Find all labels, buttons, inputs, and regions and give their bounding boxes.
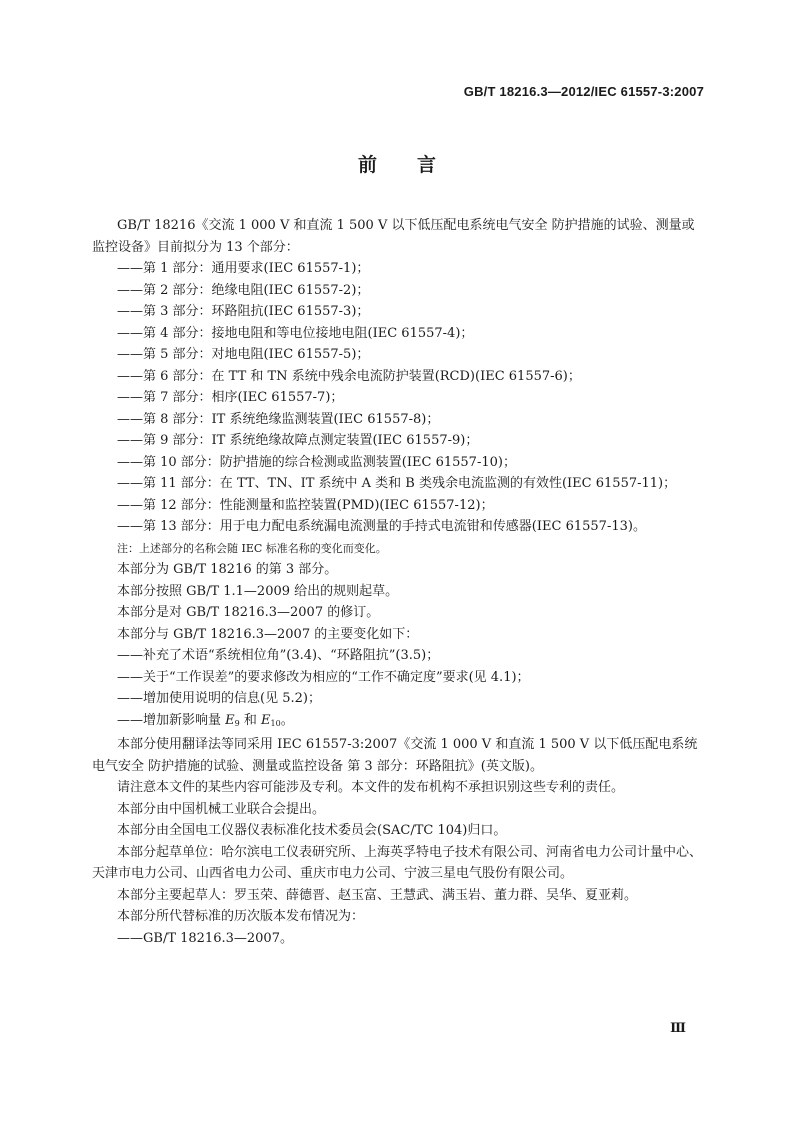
list-item: ——第 11 部分：在 TT、TN、IT 系统中 A 类和 B 类残余电流监测的有效性(IEC 61557-11)； bbox=[117, 476, 677, 491]
list-item: ——第 2 部分：绝缘电阻(IEC 61557-2)； bbox=[117, 282, 370, 298]
list-item: ——第 5 部分：对地电阻(IEC 61557-5)； bbox=[117, 347, 370, 362]
list-item: ——增加新影响量 $E_9$ 和 $E_{10}$。 bbox=[117, 712, 294, 728]
patent-notice: 请注意本文件的某些内容可能涉及专利。本文件的发布机构不承担识别这些专利的责任。 bbox=[117, 780, 625, 795]
revision-statement: 本部分是对 GB/T 18216.3—2007 的修订。 bbox=[117, 605, 380, 620]
list-item: ——第 9 部分：IT 系统绝缘故障点测定装置(IEC 61557-9)； bbox=[117, 433, 479, 448]
intro-paragraph: GB/T 18216《交流 1 000 V 和直流 1 500 V 以下低压配电系统电气安全 防护措施的试验、测量或监控设备》目前拟分为 13 个部分： bbox=[92, 218, 695, 255]
history-intro: 本部分所代替标准的历次版本发布情况为： bbox=[117, 909, 365, 924]
drafting-units: 本部分起草单位：哈尔滨电工仪表研究所、上海英孚特电子技术有限公司、河南省电力公司计量中心、天津市电力公司、山西省电力公司、重庆市电力公司、宁波三星电气股份有限公司。 bbox=[92, 844, 703, 881]
list-item: ——GB/T 18216.3—2007。 bbox=[117, 930, 293, 946]
standard-number: GB/T 18216.3—2012/IEC 61557-3:2007 bbox=[463, 84, 704, 99]
committee-statement: 本部分由全国电工仪器仪表标准化技术委员会(SAC/TC 104)归口。 bbox=[117, 823, 507, 838]
page-number: Ⅲ bbox=[670, 1021, 686, 1036]
part-statement: 本部分为 GB/T 18216 的第 3 部分。 bbox=[117, 562, 338, 577]
list-item: ——第 12 部分：性能测量和监控装置(PMD)(IEC 61557-12)； bbox=[117, 497, 494, 513]
drafting-rules: 本部分按照 GB/T 1.1—2009 给出的规则起草。 bbox=[117, 583, 399, 599]
list-item: ——第 13 部分：用于电力配电系统漏电流测量的手持式电流钳和传感器(IEC 61557-13)。 bbox=[117, 519, 646, 534]
list-item: ——第 1 部分：通用要求(IEC 61557-1)； bbox=[117, 261, 370, 276]
document-body bbox=[92, 215, 706, 949]
list-item: ——第 8 部分：IT 系统绝缘监测装置(IEC 61557-8)； bbox=[117, 411, 440, 427]
list-item: ——第 6 部分：在 TT 和 TN 系统中残余电流防护装置(RCD)(IEC 61557-6)； bbox=[117, 368, 581, 384]
list-item: ——第 4 部分：接地电阻和等电位接地电阻(IEC 61557-4)； bbox=[117, 325, 474, 341]
proposer-statement: 本部分由中国机械工业联合会提出。 bbox=[117, 801, 326, 817]
list-item: ——关于“工作误差”的要求修改为相应的“工作不确定度”要求(见 4.1)； bbox=[117, 669, 530, 685]
parts-list bbox=[92, 258, 706, 538]
list-item: ——增加使用说明的信息(见 5.2)； bbox=[117, 691, 321, 706]
drafters: 本部分主要起草人：罗玉荣、薛德晋、赵玉富、王慧武、满玉岩、董力群、吴华、夏亚莉。 bbox=[117, 887, 638, 903]
history-list bbox=[92, 928, 706, 950]
page-title: 前言 bbox=[357, 154, 476, 176]
changes-intro: 本部分与 GB/T 18216.3—2007 的主要变化如下： bbox=[117, 626, 419, 642]
list-item: ——第 3 部分：环路阻抗(IEC 61557-3)； bbox=[117, 304, 370, 319]
list-item: ——第 7 部分：相序(IEC 61557-7)； bbox=[117, 390, 344, 405]
list-item: ——补充了术语“系统相位角”(3.4)、“环路阻抗”(3.5)； bbox=[117, 648, 440, 663]
translation-statement: 本部分使用翻译法等同采用 IEC 61557-3:2007《交流 1 000 V 和直流 1 500 V 以下低压配电系统电气安全 防护措施的试验、测量或监控设备 第 3 部分：环路阻抗》(英文版)。 bbox=[92, 737, 698, 774]
note: 注：上述部分的名称会随 IEC 标准名称的变化而变化。 bbox=[117, 541, 387, 555]
list-item: ——第 10 部分：防护措施的综合检测或监测装置(IEC 61557-10)； bbox=[117, 454, 516, 470]
changes-list bbox=[92, 645, 706, 710]
